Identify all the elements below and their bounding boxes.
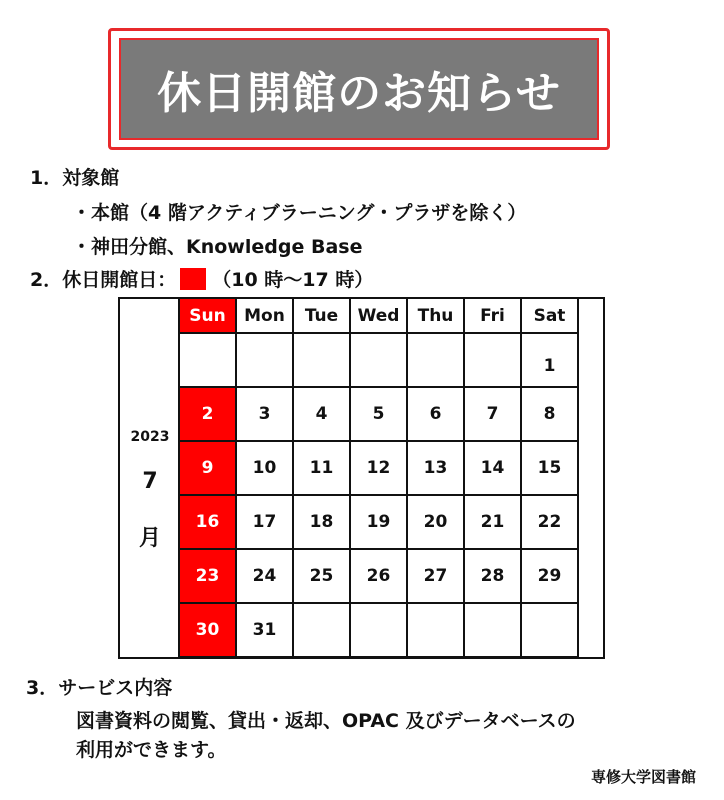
calendar-grid — [178, 297, 579, 658]
calendar-year: 2023 — [130, 429, 170, 445]
calendar-day-7: 7 — [464, 387, 521, 441]
calendar-day-1: 1 — [521, 333, 578, 387]
section1-item-branch: ・神田分館、Knowledge Base — [72, 236, 363, 258]
calendar-empty-cell — [407, 603, 464, 657]
calendar-empty-cell — [179, 333, 236, 387]
calendar-month-label — [120, 299, 180, 657]
weekday-header-wed: Wed — [350, 298, 407, 333]
section1-item-main: ・本館（4 階アクティブラーニング・プラザを除く） — [72, 202, 527, 224]
calendar-day-25: 25 — [293, 549, 350, 603]
calendar-day-21: 21 — [464, 495, 521, 549]
weekday-header-sat: Sat — [521, 298, 578, 333]
weekday-header-fri: Fri — [464, 298, 521, 333]
calendar-day-11: 11 — [293, 441, 350, 495]
calendar-day-2: 2 — [179, 387, 236, 441]
calendar-month-number: 7 — [142, 469, 158, 494]
calendar-day-31: 31 — [236, 603, 293, 657]
calendar-day-30: 30 — [179, 603, 236, 657]
calendar-empty-cell — [521, 603, 578, 657]
section1-heading: 1．対象館 — [30, 167, 120, 189]
calendar-day-20: 20 — [407, 495, 464, 549]
weekday-header-mon: Mon — [236, 298, 293, 333]
section3-line2: 利用ができます。 — [76, 739, 227, 761]
calendar-empty-cell — [293, 333, 350, 387]
calendar-day-23: 23 — [179, 549, 236, 603]
calendar-day-13: 13 — [407, 441, 464, 495]
calendar — [118, 297, 605, 659]
section3-heading: 3．サービス内容 — [26, 677, 173, 699]
section3-line1: 図書資料の閲覧、貸出・返却、OPAC 及びデータベースの — [76, 710, 576, 732]
calendar-week-row — [179, 495, 578, 549]
weekday-header-thu: Thu — [407, 298, 464, 333]
calendar-day-5: 5 — [350, 387, 407, 441]
calendar-day-3: 3 — [236, 387, 293, 441]
calendar-week-row — [179, 603, 578, 657]
calendar-day-22: 22 — [521, 495, 578, 549]
calendar-day-8: 8 — [521, 387, 578, 441]
calendar-day-16: 16 — [179, 495, 236, 549]
calendar-day-14: 14 — [464, 441, 521, 495]
calendar-day-15: 15 — [521, 441, 578, 495]
calendar-day-9: 9 — [179, 441, 236, 495]
calendar-day-18: 18 — [293, 495, 350, 549]
calendar-day-28: 28 — [464, 549, 521, 603]
calendar-empty-cell — [407, 333, 464, 387]
calendar-day-4: 4 — [293, 387, 350, 441]
calendar-week-row — [179, 441, 578, 495]
calendar-body — [179, 333, 578, 657]
opening-hours: （10 時〜17 時） — [212, 269, 374, 291]
calendar-day-6: 6 — [407, 387, 464, 441]
title-panel — [119, 38, 599, 140]
calendar-empty-cell — [464, 603, 521, 657]
section2-line — [30, 265, 373, 292]
calendar-empty-cell — [293, 603, 350, 657]
calendar-day-26: 26 — [350, 549, 407, 603]
calendar-empty-cell — [350, 603, 407, 657]
title-banner — [108, 28, 610, 150]
calendar-day-29: 29 — [521, 549, 578, 603]
calendar-week-row — [179, 387, 578, 441]
calendar-month-kanji: 月 — [138, 526, 161, 551]
calendar-empty-cell — [350, 333, 407, 387]
calendar-day-10: 10 — [236, 441, 293, 495]
calendar-day-12: 12 — [350, 441, 407, 495]
calendar-day-24: 24 — [236, 549, 293, 603]
weekday-header-tue: Tue — [293, 298, 350, 333]
calendar-day-27: 27 — [407, 549, 464, 603]
page-title: 休日開館のお知らせ — [157, 68, 561, 119]
calendar-empty-cell — [236, 333, 293, 387]
calendar-day-19: 19 — [350, 495, 407, 549]
calendar-empty-cell — [464, 333, 521, 387]
weekday-header-sun: Sun — [179, 298, 236, 333]
library-name: 専修大学図書館 — [590, 768, 696, 786]
section2-heading: 2．休日開館日： — [30, 269, 177, 291]
calendar-week-row — [179, 549, 578, 603]
calendar-week-row — [179, 333, 578, 387]
calendar-day-17: 17 — [236, 495, 293, 549]
open-day-legend-swatch — [180, 268, 206, 290]
weekday-header-row — [179, 298, 578, 333]
